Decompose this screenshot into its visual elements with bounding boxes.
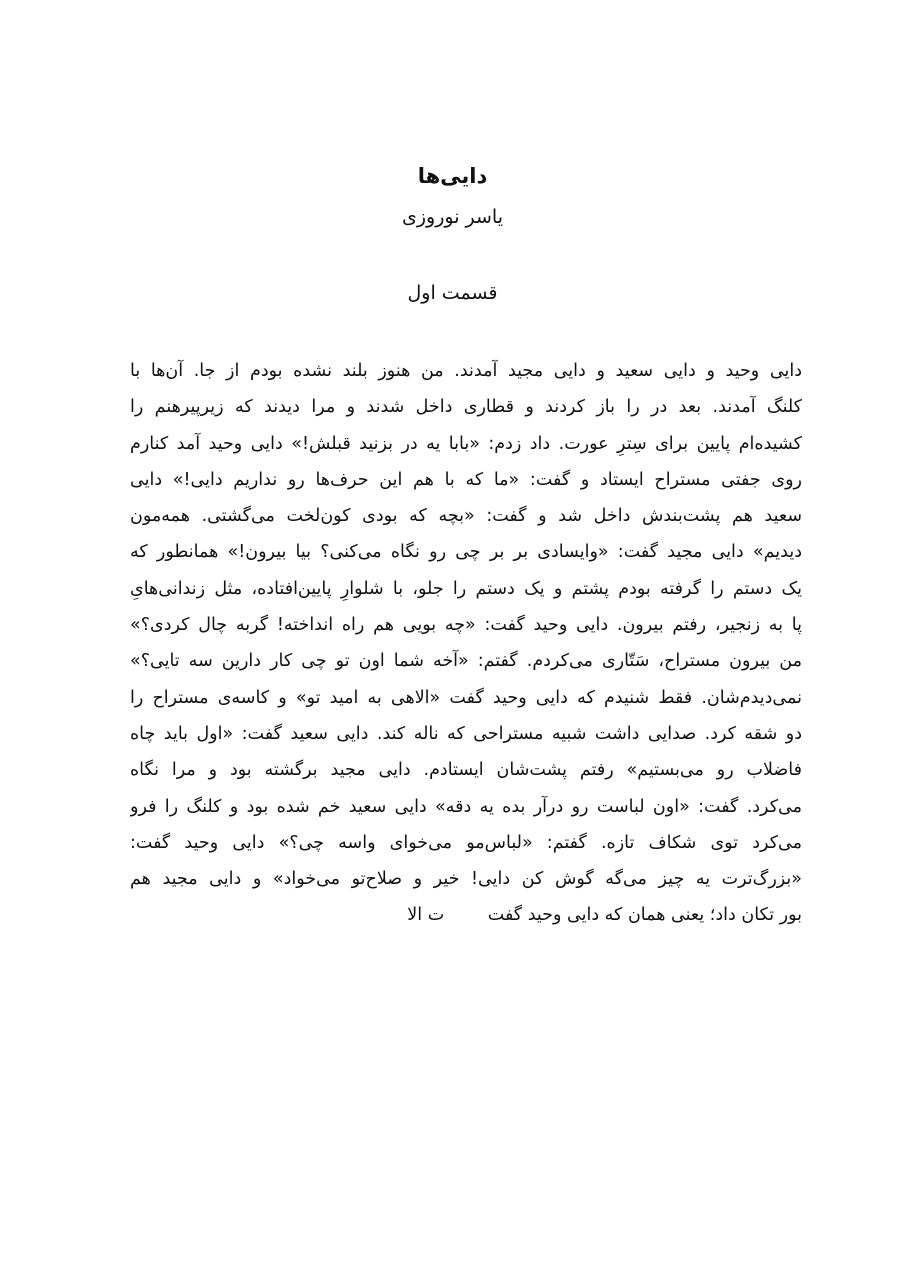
text-line: دیدیم» دایی مجید گفت: «وایسادی بر بر چی رو نگاه می‌کنی؟ بیا بیرون!» همانطور که	[130, 542, 802, 563]
text-line: کلنگ آمدند. بعد در را باز کردند و قطاری داخل شدند و مرا دیدند که زیرپیرهنم را	[130, 397, 802, 418]
story-title: دایی‌ها	[417, 164, 488, 188]
text-line: سعید هم پشت‌بندش داخل شد و گفت: «بچه که بودی کون‌لخت می‌گشتی. همه‌مون	[130, 506, 802, 527]
text-line: من بیرون مستراح، سَتّاری می‌کردم. گفتم: «آخه شما اون تو چی کار دارین سه تایی؟»	[130, 651, 802, 672]
last-line-text: بور تکان داد؛ یعنی همان که دایی وحید گفت	[487, 905, 802, 926]
text-line: می‌کرد. گفت: «اون لباست رو درآر بده یه دقه» دایی سعید خم شده بود و کلنگ را فرو	[130, 796, 802, 817]
text-line: نمی‌دیدم‌شان. فقط شنیدم که دایی وحید گفت «الاهی به امید تو» و کاسه‌ی مستراح را	[130, 687, 802, 708]
text-line: پا به زنجیر، رفتم بیرون. دایی وحید گفت: «چه بویی هم راه انداخته! گربه چال کردی؟»	[130, 615, 802, 636]
text-line: «بزرگ‌ترت یه چیز می‌گه گوش کن دایی! خیر و صلاح‌تو می‌خواد» و دایی مجید هم	[130, 869, 802, 890]
text-line: دایی وحید و دایی سعید و دایی مجید آمدند. من هنوز بلند نشده بودم از جا. آن‌ها با	[130, 361, 802, 381]
text-line: روی جفتی مستراح ایستاد و گفت: «ما که با هم این حرف‌ها رو نداریم دایی!» دایی	[130, 469, 802, 490]
body-paragraph	[130, 353, 802, 934]
text-line: دو شقه کرد. صدایی داشت شبیه مستراحی که ناله کند. دایی سعید گفت: «اول باید چاه	[130, 723, 802, 744]
text-line: فاضلاب رو می‌بستیم» رفتم پشت‌شان ایستادم. دایی مجید برگشته بود و مرا نگاه	[130, 760, 802, 781]
text-line: یک دستم را گرفته بودم پشتم و یک دستم را جلو، با شلوارِ پایین‌افتاده، مثل زندانی‌هایِ	[130, 578, 802, 599]
section-heading: قسمت اول	[407, 282, 498, 304]
author-name: یاسر نوروزی	[401, 206, 504, 228]
text-line: می‌کرد توی شکاف تازه. گفتم: «لباس‌مو می‌خوای واسه چی؟» دایی وحید گفت:	[130, 832, 802, 853]
text-line-last	[130, 897, 802, 933]
truncated-fragment: ت الا	[407, 905, 445, 926]
text-line: کشیده‌ام پایین برای سِترِ عورت. داد زدم: «بابا یه در بزنید قبلش!» دایی وحید آمد کنارم	[130, 433, 802, 454]
